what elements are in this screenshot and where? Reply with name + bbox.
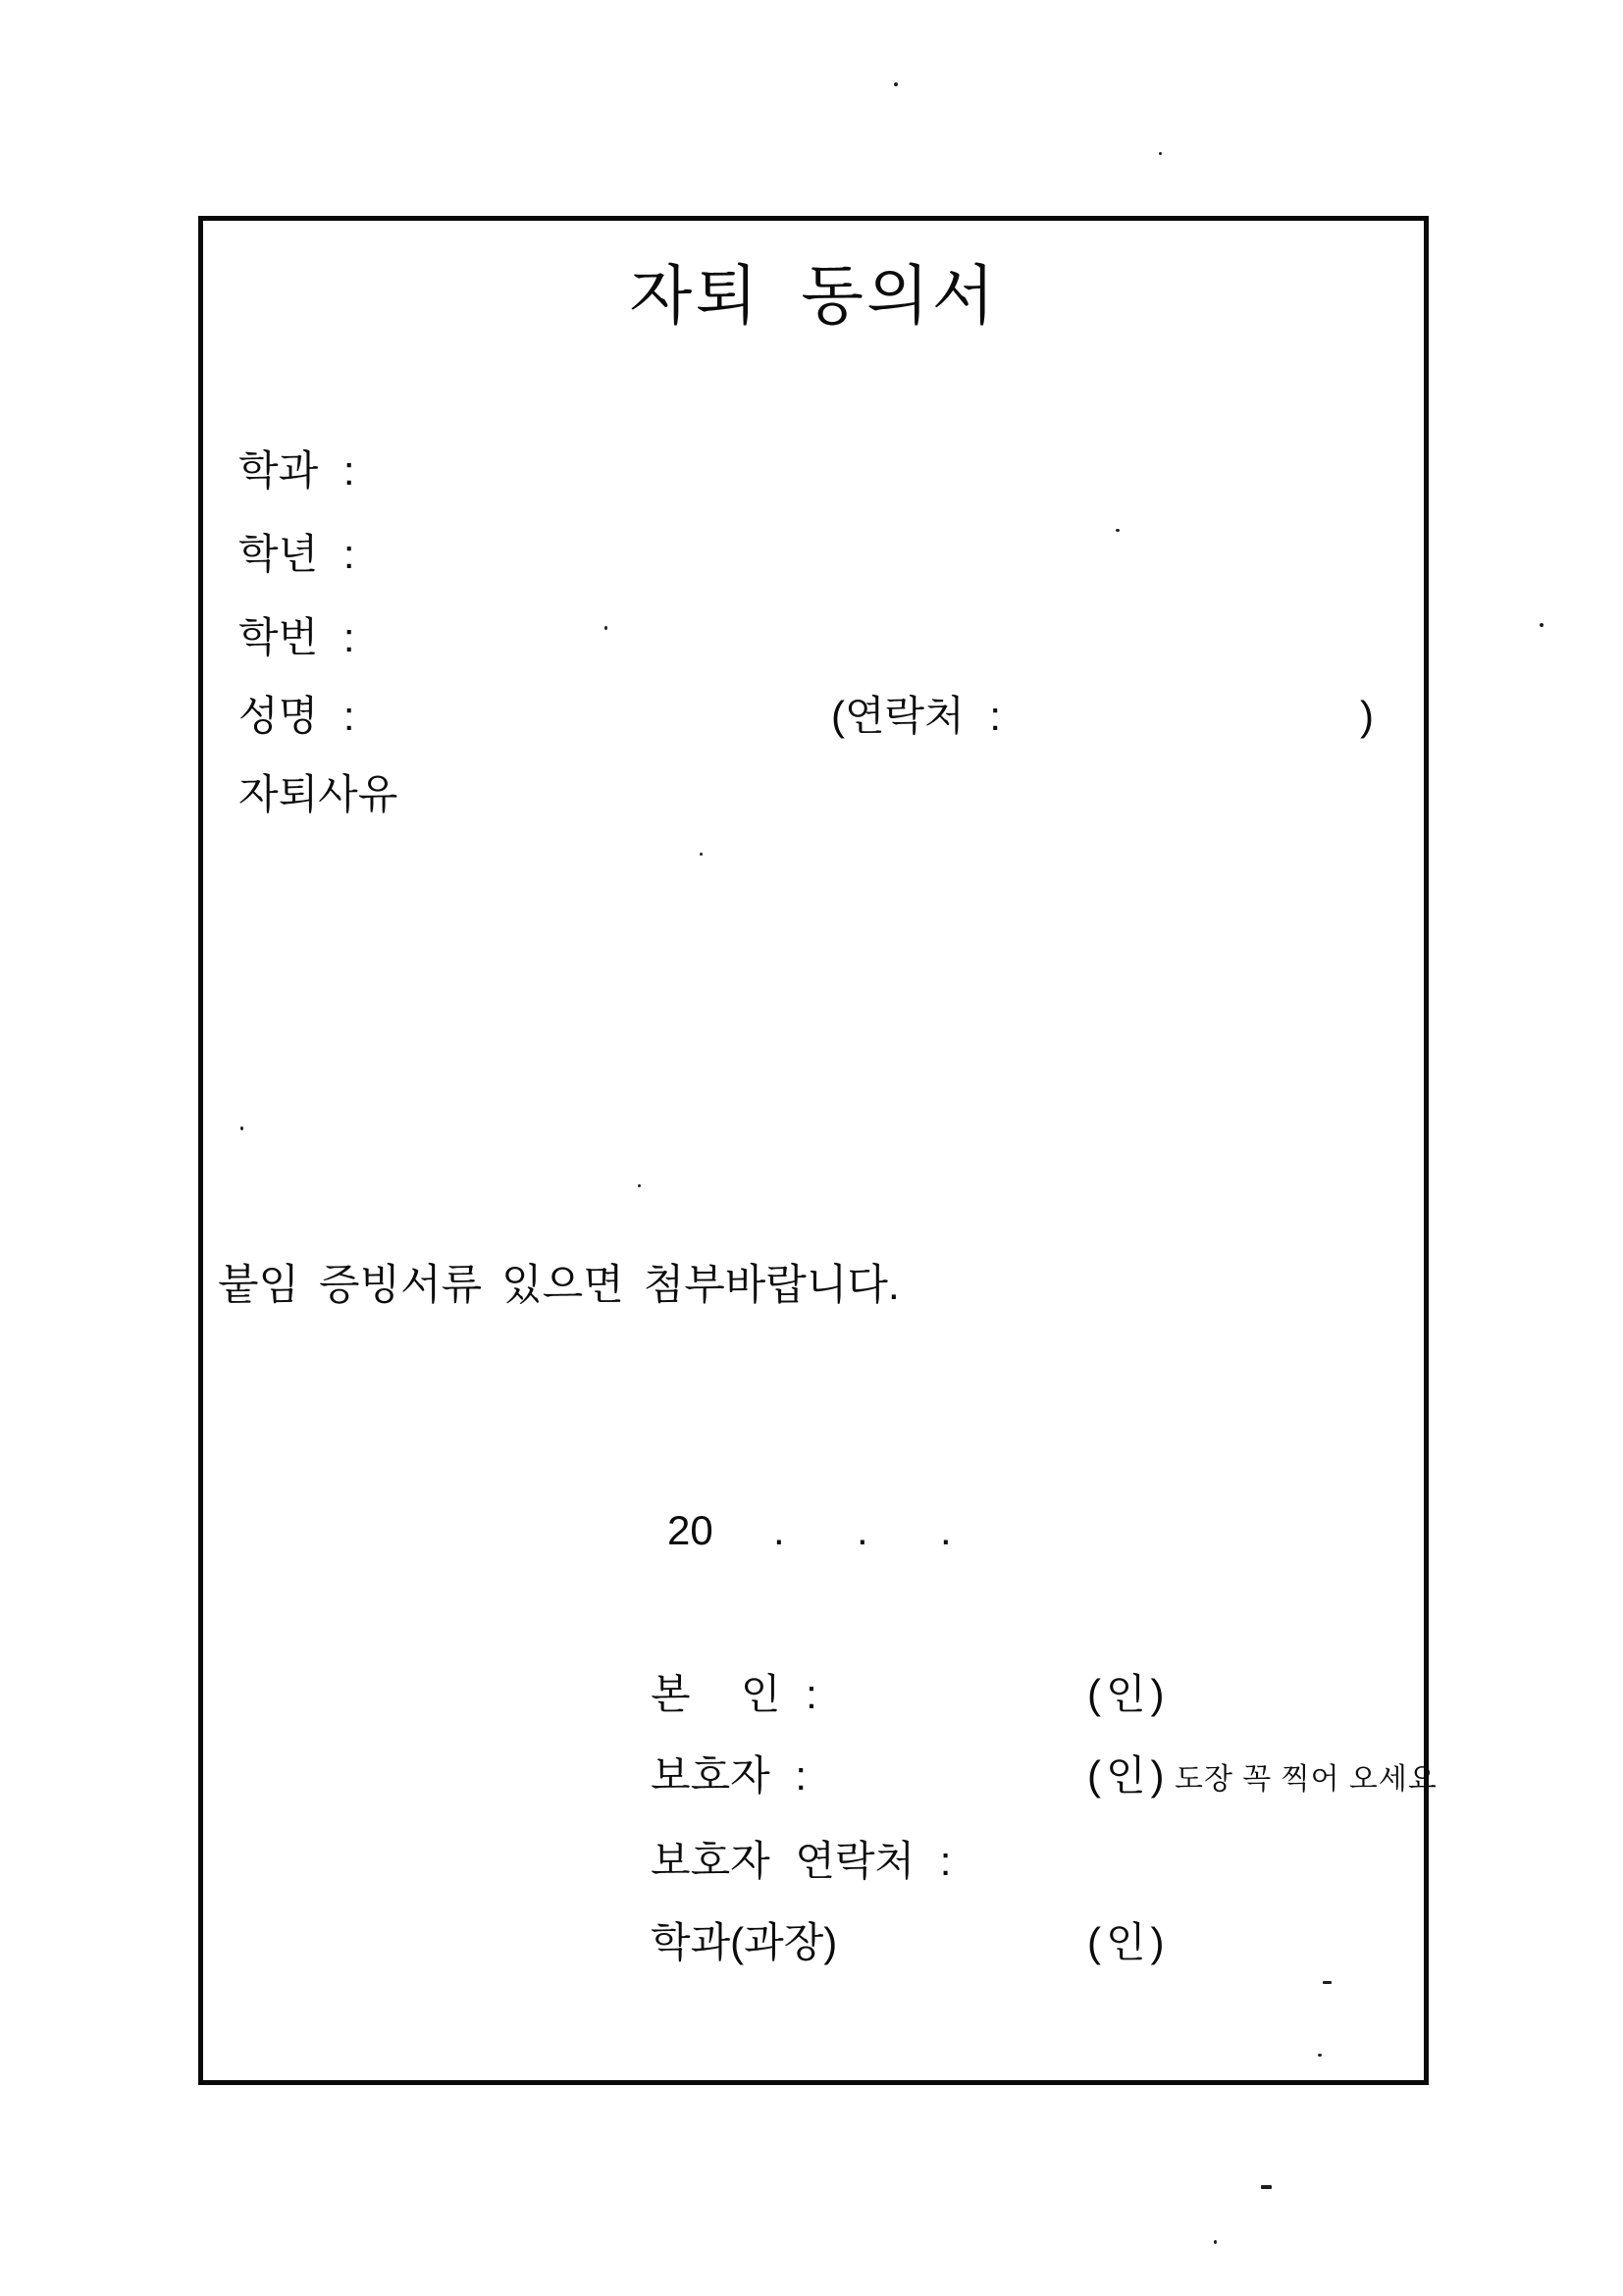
scan-speck — [1323, 1981, 1332, 1984]
scan-speck — [1540, 623, 1544, 627]
guardian-seal-reminder-note: 도장 꼭 찍어 오세요 — [1175, 1763, 1438, 1796]
scan-speck — [1116, 529, 1120, 532]
scan-speck — [1214, 2240, 1217, 2244]
scan-speck — [1159, 152, 1162, 155]
field-grade-label: 학년 : — [238, 531, 355, 577]
signature-guardian-label: 보호자 : — [651, 1752, 808, 1799]
field-contact-label-open: (연락처 : — [831, 693, 1002, 739]
date-year-prefix: 20 — [667, 1507, 713, 1553]
scan-speck — [240, 1126, 243, 1130]
field-student-id-label: 학번 : — [238, 614, 355, 660]
scan-speck — [700, 853, 703, 856]
field-contact-close-paren: ) — [1360, 693, 1374, 739]
scan-speck — [1261, 2185, 1272, 2189]
signature-dept-head-seal-mark: (인) — [1087, 1919, 1170, 1965]
form-title: 자퇴 동의서 — [629, 259, 998, 332]
signature-guardian-contact-label: 보호자 연락처 : — [651, 1838, 952, 1884]
signature-self-seal-mark: (인) — [1087, 1671, 1170, 1717]
attachment-note: 붙임 증빙서류 있으면 첨부바랍니다. — [218, 1262, 900, 1309]
date-dot-1: . — [773, 1507, 785, 1553]
date-dot-3: . — [940, 1507, 952, 1553]
field-department-label: 학과 : — [238, 447, 355, 494]
field-reason-label: 자퇴사유 — [238, 771, 398, 817]
date-dot-2: . — [857, 1507, 868, 1553]
form-border — [198, 216, 1429, 2085]
field-name-label: 성명 : — [238, 693, 355, 739]
scan-speck — [894, 82, 898, 86]
scan-speck — [638, 1184, 641, 1187]
signature-dept-head-label: 학과(과장) — [651, 1919, 838, 1965]
scan-speck — [604, 626, 607, 630]
scan-speck — [1318, 2054, 1322, 2057]
signature-self-label: 본 인 : — [651, 1671, 817, 1717]
signature-guardian-seal-mark: (인) — [1087, 1752, 1170, 1799]
